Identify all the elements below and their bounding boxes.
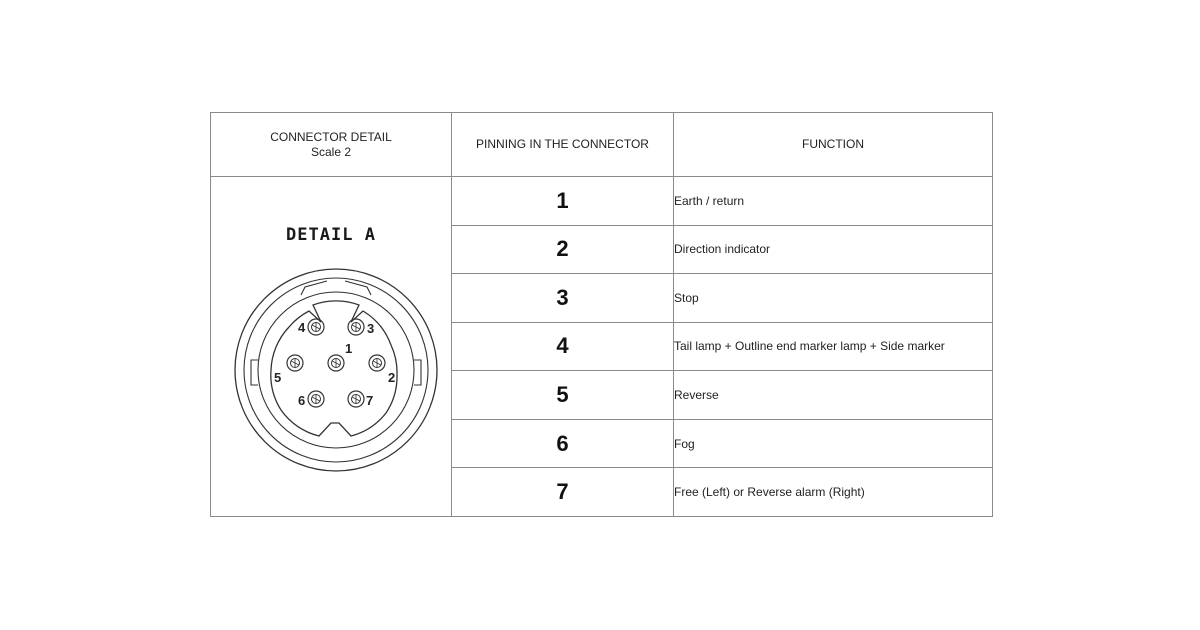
pin-label-1: 1 <box>345 341 353 356</box>
pin-label-3: 3 <box>367 321 375 336</box>
table-header-row <box>211 113 993 177</box>
header-connector-detail <box>211 113 452 177</box>
ring-key-right <box>414 360 421 385</box>
pin-function-4: Tail lamp + Outline end marker lamp + Side marker <box>674 322 993 371</box>
pin-function-3: Stop <box>674 274 993 323</box>
pin-label-2: 2 <box>388 370 396 385</box>
pin-number-6: 6 <box>452 419 674 468</box>
pin-number-2: 2 <box>452 225 674 274</box>
pin-label-7: 7 <box>366 393 374 408</box>
pin-contact-5 <box>287 355 303 371</box>
pin-contact-3 <box>348 319 364 335</box>
pin-contact-1 <box>328 355 344 371</box>
pin-function-1: Earth / return <box>674 177 993 226</box>
header-connector-scale: Scale 2 <box>310 144 352 159</box>
pin-label-6: 6 <box>298 393 306 408</box>
pin-function-6: Fog <box>674 419 993 468</box>
detail-a-title: DETAIL A <box>286 225 376 245</box>
pin-contact-4 <box>308 319 324 335</box>
pin-number-1: 1 <box>452 177 674 226</box>
pinout-table <box>210 112 993 517</box>
pin-contact-6 <box>308 391 324 407</box>
pin-number-7: 7 <box>452 468 674 517</box>
table-left-edge <box>210 112 211 517</box>
pin-function-5: Reverse <box>674 371 993 420</box>
connector-outer-ring <box>235 269 437 471</box>
pin-number-5: 5 <box>452 371 674 420</box>
pin-number-4: 4 <box>452 322 674 371</box>
pinout-table-container <box>210 112 992 517</box>
pin-label-4: 4 <box>298 320 306 335</box>
pin-label-5: 5 <box>274 370 282 385</box>
header-connector-detail-title: CONNECTOR DETAIL <box>270 129 392 144</box>
ring-key-left <box>251 360 258 385</box>
pin-function-2: Direction indicator <box>674 225 993 274</box>
pin-function-7: Free (Left) or Reverse alarm (Right) <box>674 468 993 517</box>
pin-contact-2 <box>369 355 385 371</box>
pin-number-3: 3 <box>452 274 674 323</box>
header-pinning: PINNING IN THE CONNECTOR <box>452 113 674 177</box>
connector-diagram <box>231 265 441 475</box>
connector-detail-cell <box>211 177 452 517</box>
pin-contact-7 <box>348 391 364 407</box>
header-function: FUNCTION <box>674 113 993 177</box>
table-row <box>211 177 993 226</box>
